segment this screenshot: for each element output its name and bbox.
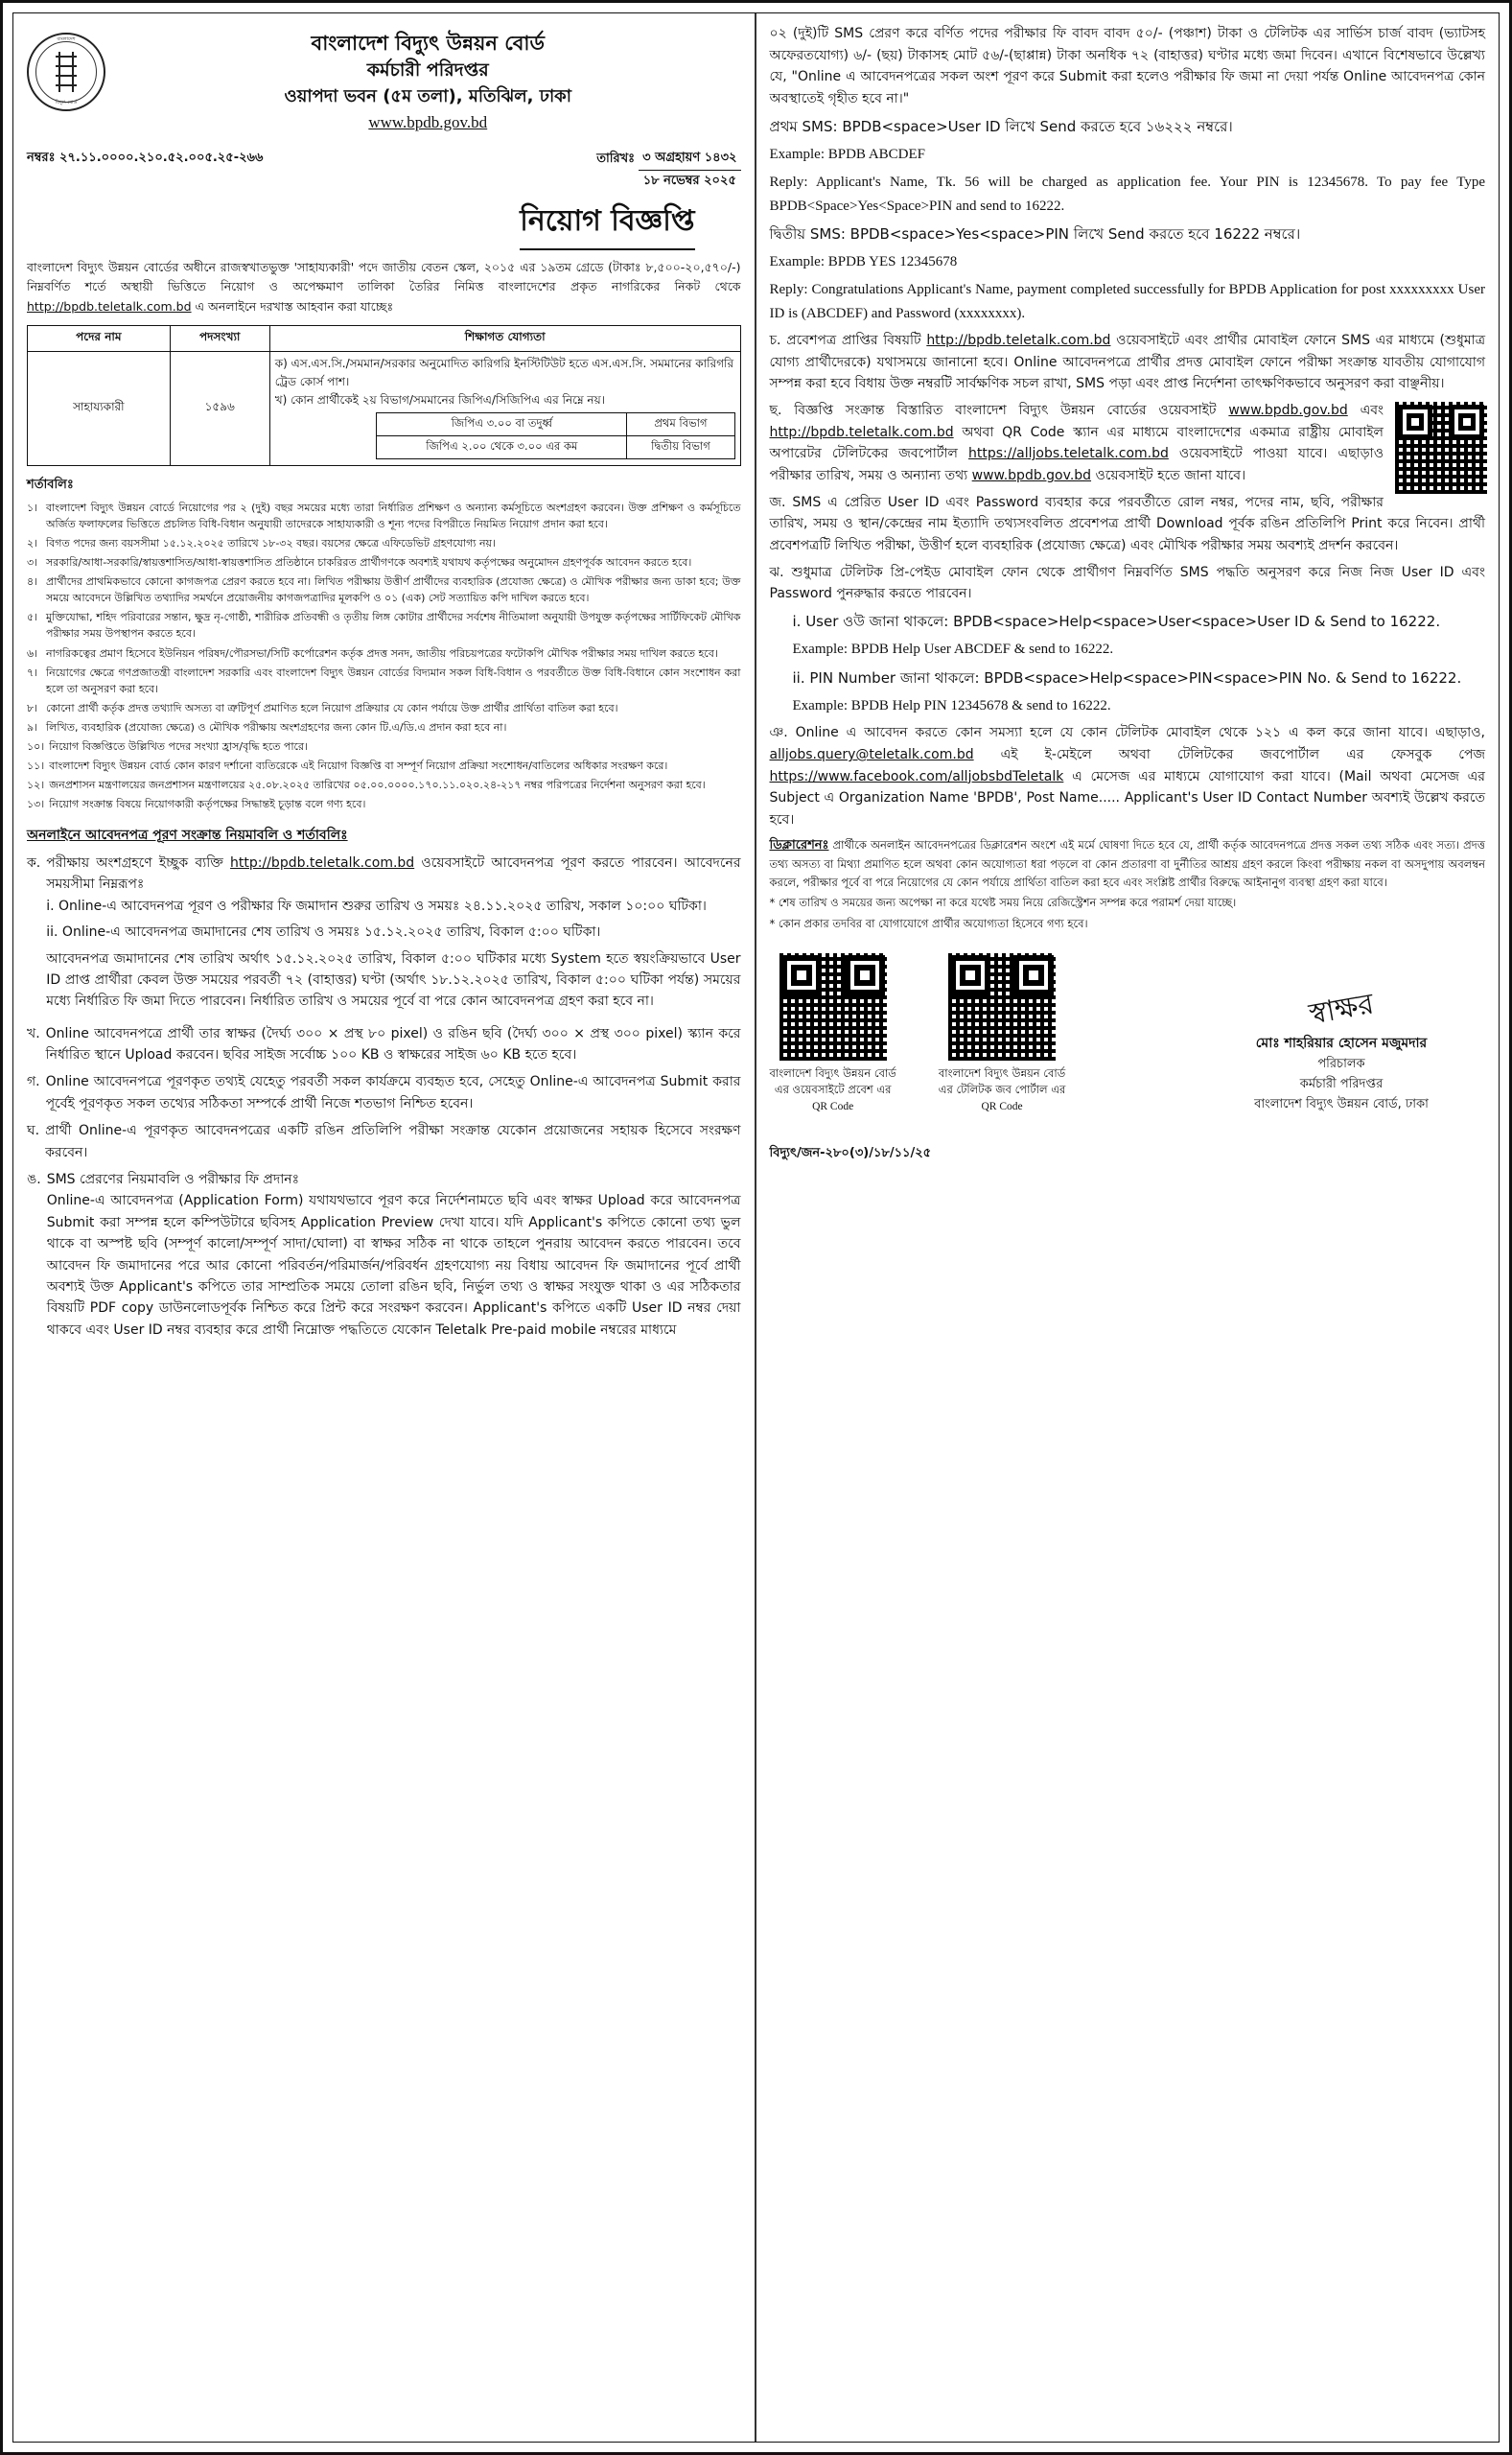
online-section-heading: অনলাইনে আবেদনপত্র পূরণ সংক্রান্ত নিয়মাবলি ও শর্তাবলিঃ [27,827,348,843]
handwritten-signature: স্বাক্ষর [1306,987,1377,1032]
sms-second-reply: Reply: Congratulations Applicant's Name, payment completed successfully for BPDB Application for post xxxxxxxxx User ID is (ABCDEF) and Password (xxxxxxxx). [769,282,1485,321]
step-ka-link[interactable]: http://bpdb.teletalk.com.bd [230,854,415,871]
item-ja-mark: জ. [769,494,786,510]
list-item [27,738,741,755]
step-body-ka [46,853,740,1017]
item-nga [770,722,1486,830]
qr2-caption-line-1: বাংলাদেশ বিদ্যুৎ উন্নয়ন বোর্ড [938,1066,1066,1081]
col-post-count: পদসংখ্যা [170,325,269,351]
step-uma-detail: Online-এ আবেদনপত্র (Application Form) যথাযথভাবে পূরণ করে নির্দেশনামতে ছবি এবং স্বাক্ষর Upload করে আবেদনপত্র Submit করা সম্পন্ন হলে কম্পিউটারে ছবিসহ Application Preview দেখা যাবে। যদি Applicant's কপিতে কোনো তথ্য ভুল থাকে বা অস্পষ্ট ছবি (সম্পূর্ণ কালো/সম্পূর্ণ সাদা/ঘোলা) বা স্বাক্ষর সঠিক না থাকে তাহলে পুনরায় আবেদন করতে পারবেন। তবে আবেদন ফি জমাদানের পরে আর কোনো পরিবর্তন/পরিমার্জন/পরিবর্ধন গ্রহণযোগ্য নয় বিধায় আবেদন ফি জমাদানের পূর্বে প্রার্থী অবশ্যই উক্ত Applicant's কপিতে তার সাম্প্রতিক সময়ে তোলা রঙিন ছবি, নির্ভুল তথ্য ও স্বাক্ষর সংযুক্ত থাকা ও এর সঠিকতার বিষয়টি PDF copy ডাউনলোডপূর্বক নিশ্চিত করে প্রিন্ট করে সংরক্ষণ করবেন। Applicant's কপিতে একটি User ID নম্বর দেয়া থাকবে এবং User ID নম্বর ব্যবহার করে প্রার্থী নিম্নোক্ত পদ্ধতিতে যেকোন Teletalk Pre-paid mobile নম্বরের মাধ্যমে [46,1193,741,1338]
organization-name: বাংলাদেশ বিদ্যুৎ উন্নয়ন বোর্ড [311,32,545,55]
col-post-name: পদের নাম [28,325,171,351]
step-uma-title: SMS প্রেরণের নিয়মাবলি ও পরীক্ষার ফি প্রদানঃ [46,1172,300,1188]
signatory-department: কর্মচারী পরিদপ্তর [1299,1076,1384,1091]
signature-block [1198,986,1485,1115]
date-stack [639,149,740,192]
qr1-caption-line-2: এর ওয়েবসাইটে প্রবেশ এর [774,1083,892,1097]
sms-second-example: Example: BPDB YES 12345678 [769,254,958,270]
step-mark-kha: খ. [27,1025,40,1041]
item-ja-text: SMS এ প্রেরিত User ID এবং Password ব্যবহার করে পরবর্তীতে রোল নম্বর, পদের নাম, ছবি, পরীক্ষার তারিখ, সময় ও স্থান/কেন্দ্রের নাম ইত্যাদি তথ্যসংবলিত প্রবেশপত্র প্রার্থী Download পূর্বক রঙিন প্রতিলিপি Print করে নিবেন। প্রার্থী প্রবেশপত্রটি লিখিত পরীক্ষা, উত্তীর্ণ হলে ব্যবহারিক (প্রযোজ্য ক্ষেত্রে) এবং মৌখিক পরীক্ষার সময় অবশ্যই প্রদর্শন করবেন। [769,494,1485,554]
item-cha [770,330,1486,395]
signatory-name: মোঃ শাহরিয়ার হোসেন মজুমদার [1255,1035,1428,1051]
intro-line-4: এ অনলাইনে দরখাস্ত আহবান করা যাচ্ছেঃ [195,298,394,314]
step-ka-sub-1: i. Online-এ আবেদনপত্র পূরণ ও পরীক্ষার ফি জমাদান শুরুর তারিখ ও সময়ঃ ২৪.১১.২০২৫ তারিখ, সকাল ১০:০০ ঘটিকা। [46,898,707,914]
qualification-a: ক) এস.এস.সি./সমমান/সরকার অনুমোদিত কারিগরি ইনস্টিটিউট হতে এস.এস.সি. সমমানের কারিগরি ট্রেড কোর্স পাশ। [274,356,734,388]
qr2-caption-line-2: এর টেলিটক জব পোর্টাল এর [938,1083,1066,1097]
gpa-range-1: জিপিএ ৩.০০ বা তদুর্ধ্ব [377,413,627,436]
item-jha [770,562,1486,605]
intro-line-1: বাংলাদেশ বিদ্যুৎ উন্নয়ন বোর্ডের অধীনে রাজস্বখাতভুক্ত 'সাহায্যকারী' পদে জাতীয় বেতন স্কেল, ২০১৫ এর ১৯তম গ্রেডে [27,259,604,274]
organization-address: ওয়াপদা ভবন (৫ম তলা), মতিঝিল, ঢাকা [284,85,571,106]
list-item [27,777,741,793]
list-item [27,645,741,662]
sms-second-label: দ্বিতীয় SMS: BPDB<space>Yes<space>PIN লিখে Send করতে হবে 16222 নম্বরে। [769,224,1301,243]
gpa-range-2: জিপিএ ২.০০ থেকে ৩.০০ এর কম [377,436,627,459]
date-label: তারিখঃ [596,151,636,166]
list-item [27,1169,741,1345]
item-chha-link-1[interactable]: www.bpdb.gov.bd [1228,403,1348,419]
step-ka-sub-2: ii. Online-এ আবেদনপত্র জমাদানের শেষ তারিখ ও সময়ঃ ১৫.১২.২০২৫ তারিখ, বিকাল ৫:০০ ঘটিকা। [46,924,601,941]
qr-code-icon[interactable] [1393,400,1489,496]
left-column [13,13,756,2442]
gpa-row [377,413,734,436]
cell-qualification [269,351,740,466]
item-text: জনপ্রশাসন মন্ত্রণালয়ের জনপ্রশাসন মন্ত্রণালয়ের ২৫.০৮.২০২৫ তারিখের ০৫.০০.০০০০.১৭০.১১.০২০.২৪-২১৭ নম্বর পরিপত্রের নির্দেশনা অনুসরণ করা হবে। [49,778,706,791]
item-number: ৯। [27,720,38,734]
declaration-block [770,836,1486,892]
qr1-caption-line-1: বাংলাদেশ বিদ্যুৎ উন্নয়ন বোর্ড [769,1066,896,1081]
list-item [27,535,741,551]
qr-code-jobportal-icon[interactable] [948,953,1056,1061]
date-gregorian: ১৮ নভেম্বর ২০২৫ [642,173,736,188]
item-chha-before: বিজ্ঞপ্তি সংক্রান্ত বিস্তারিত বাংলাদেশ বিদ্যুৎ উন্নয়ন বোর্ডের ওয়েবসাইট [794,403,1217,419]
item-chha-mark: ছ. [769,403,782,419]
col-qualification: শিক্ষাগত যোগ্যতা [269,325,740,351]
step-body-ga: Online আবেদনপত্রে পূরণকৃত তথ্যই যেহেতু পরবর্তী সকল কার্যক্রমে ব্যবহৃত হবে, সেহেতু Online-এ আবেদনপত্র Submit করার পূর্বেই পূরণকৃত সকল তথ্যের সঠিকতা সম্পর্কে প্রার্থী নিজে শতভাগ নিশ্চিত হবেন। [45,1074,741,1111]
declaration-heading: ডিক্লারেশনঃ [769,837,829,853]
post-table [27,325,741,467]
page-title: নিয়োগ বিজ্ঞপ্তি [520,198,694,250]
item-number: ৬। [27,646,38,660]
item-number: ১০। [27,739,45,753]
list-item [27,853,741,1017]
item-text: কোনো প্রার্থী কর্তৃক প্রদত্ত তথ্যাদি অসত্য বা ত্রুটিপূর্ণ প্রমাণিত হলে নিয়োগ প্রক্রিয়ার যে কোন পর্যায়ে উক্ত প্রার্থীর প্রার্থিতা বাতিল করা হবে। [46,701,618,714]
signatory-role: পরিচালক [1317,1056,1365,1071]
step-uma-detail-wrap [47,1190,741,1341]
division-1: প্রথম বিভাগ [627,413,734,436]
item-cha-before: প্রবেশপত্র প্রাপ্তির বিষয়টি [786,333,921,349]
step-ka-sub-3: আবেদনপত্র জমাদানের শেষ তারিখ অর্থাৎ ১৫.১২.২০২৫ তারিখ, বিকাল ৫:০০ ঘটিকার মধ্যে System হতে স্বয়ংক্রিয়ভাবে User ID প্রাপ্ত প্রার্থীরা কেবল উক্ত সময়ের পরবর্তী ৭২ (বাহাত্তর) ঘণ্টা (অর্থাৎ ১৮.১২.২০২৫ তারিখ, বিকাল ৫:০০ ঘটিকা পর্যন্ত) সময়ের মধ্যে নির্ধারিত ফি জমা দিতে পারবেন। নির্ধারিত তারিখ ও সময়ের পূর্বে বা পরে কোন আবেদনপত্র গ্রহণ করা হবে না। [46,950,741,1010]
qr-code-website-icon[interactable] [779,953,887,1061]
item-ja [770,492,1486,557]
declaration-note-2: * কোন প্রকার তদবির বা যোগাযোগে প্রার্থীর অযোগ্যতা হিসেবে গণ্য হবে। [769,916,1088,930]
list-item [27,1120,741,1163]
step-ka-text-before: পরীক্ষায় অংশগ্রহণে ইচ্ছুক ব্যক্তি [46,854,223,871]
item-chha-mid-3: ওয়েবসাইটে পাওয়া যাবে। এছাড়াও পরীক্ষার তারিখ, সময় ও অন্যান্য তথ্য [769,446,1384,484]
item-number: ১১। [27,759,45,772]
item-chha-link-2[interactable]: http://bpdb.teletalk.com.bd [769,424,954,440]
step-mark-ka: ক. [27,854,41,871]
item-jha-sub-i: i. User ওউ জানা থাকলে: BPDB<space>Help<space>User<space>User ID & Send to 16222. [792,613,1441,631]
item-text: বাংলাদেশ বিদ্যুৎ উন্নয়ন বোর্ডে নিয়োগের পর ২ (দুই) বছর সময়ের মধ্যে তারা নির্ধারিত প্রশিক্ষণ ও অন্যান্য কর্মসূচিতে অংশগ্রহণ করবেন। উক্ত প্রশিক্ষণ ও কর্মসূচিতে অর্জিত ফলাফলের ভিত্তিতে প্রচলিত বিধি-বিধান অনুযায়ী তাদেরকে সাহায্যকারী ও শূন্য পদের বিপরীতে নিয়মিত নিয়োগ প্রদান করা হবে। [46,502,741,531]
item-jha-sub-i-example: Example: BPDB Help User ABCDEF & send to 16222. [792,642,1114,658]
intro-paragraph [27,258,741,317]
intro-apply-link[interactable]: http://bpdb.teletalk.com.bd [27,298,192,314]
item-number: ৪। [27,575,38,589]
memo-number: নম্বরঃ ২৭.১১.০০০০.২১০.৫২.০০৫.২৫-২৬৬ [27,150,264,165]
memo-date-block [596,149,740,192]
item-nga-email-link[interactable]: alljobs.query@teletalk.com.bd [769,746,974,762]
qr1-caption-line-3: QR Code [812,1100,854,1112]
step-mark-uma: ঙ. [27,1172,41,1188]
item-nga-facebook-link[interactable]: https://www.facebook.com/alljobsbdTeletalk [769,768,1064,784]
item-text: নিয়োগ বিজ্ঞপ্তিতে উল্লিখিত পদের সংখ্যা হ্রাস/বৃদ্ধি হতে পারে। [49,739,308,753]
item-chha [770,400,1486,487]
item-nga-mid-1: এই ই-মেইলে অথবা টেলিটকের জবপোর্টাল এর ফেসবুক পেজ [1000,746,1485,762]
item-text: নিয়োগ সংক্রান্ত বিষয়ে নিয়োগকারী কর্তৃপক্ষের সিদ্ধান্তই চূড়ান্ত বলে গণ্য হবে। [49,797,366,810]
step-mark-ga: গ. [27,1074,40,1090]
item-number: ৫। [27,611,38,624]
item-text: নিয়োগের ক্ষেত্রে গণপ্রজাতন্ত্রী বাংলাদেশ সরকারি এবং বাংলাদেশ বিদ্যুৎ উন্নয়ন বোর্ডের বিদ্যমান সকল বিধি-বিধান ও পরবর্তীতে উক্ত বিধি-বিধানে কোন সংশোধন করা হলে তা অনুসরণ করা হবে। [46,666,741,695]
item-chha-mid-4: ওয়েবসাইট হতে জানা যাবে। [1095,468,1246,484]
step-ka-text-after: ওয়েবসাইটে আবেদনপত্র পূরণ করতে পারবেন। আবেদনের সময়সীমা নিম্নরূপঃ [46,854,741,893]
item-number: ৮। [27,701,38,714]
list-item [27,573,741,606]
qr-code-pair [770,953,1066,1115]
item-chha-link-3[interactable]: https://alljobs.teletalk.com.bd [968,446,1169,462]
list-item [27,609,741,642]
item-text: লিখিত, ব্যবহারিক (প্রযোজ্য ক্ষেত্রে) ও মৌখিক পরীক্ষায় অংশগ্রহণের জন্য কোন টি.এ/ডি.এ প্রদান করা হবে না। [46,720,507,734]
organization-website-link[interactable]: www.bpdb.gov.bd [368,113,488,132]
item-nga-mark: ঞ. [769,725,788,741]
item-chha-mid-2: অথবা QR Code স্ক্যান এর মাধ্যমে বাংলাদেশের একমাত্র রাষ্ট্রীয় মোবাইল অপারেটর টেলিটকের জবপোর্টাল [769,424,1384,462]
item-number: ৩। [27,556,38,570]
item-cha-mark: চ. [769,333,781,349]
item-text: বাংলাদেশ বিদ্যুৎ উন্নয়ন বোর্ড কোন কারণ দর্শানো ব্যতিরেকে এই নিয়োগ বিজ্ঞপ্তি বা সম্পূর্ণ নিয়োগ প্রক্রিয়া সংশোধন/বাতিলের অধিকার সংরক্ষণ করে। [49,759,668,772]
item-jha-sub-ii: ii. PIN Number জানা থাকলে: BPDB<space>Help<space>PIN<space>PIN No. & Send to 16222. [792,668,1462,687]
qr-website-caption [770,1065,896,1115]
organization-department: কর্মচারী পরিদপ্তর [366,59,489,82]
list-item [27,700,741,716]
item-text: বিগত পদের জন্য বয়সসীমা ১৫.১২.২০২৫ তারিখে ১৮-৩২ বছর। বয়সের ক্ষেত্রে এফিডেভিট গ্রহণযোগ্য নয়। [46,537,496,550]
intro-line-2: (টাকাঃ ৮,৫০০-২০,৫৭০/-) নিম্নবর্ণিত শর্তে অস্থায়ী ভিত্তিতে নিয়োগ ও অপেক্ষমাণ তালিকা তৈরির নিমিত্ত বাংলাদেশের প্রকৃত [27,259,741,294]
step-body-gha: প্রার্থী Online-এ পূরণকৃত আবেদনপত্রের একটি রঙিন প্রতিলিপি পরীক্ষা সংক্রান্ত যেকোন প্রয়োজনের সহায়ক হিসেবে সংরক্ষণ করবেন। [45,1123,741,1160]
step-body-uma [47,1169,741,1345]
signatory-organization: বাংলাদেশ বিদ্যুৎ উন্নয়ন বোর্ড, ঢাকা [1254,1096,1429,1111]
intro-line-3: নাগরিকের নিকট থেকে [611,279,741,294]
list-item [27,1071,741,1114]
table-header-row [28,325,741,351]
gpa-division-table [376,412,734,459]
item-cha-after: ওয়েবসাইটে এবং প্রার্থীর মোবাইল ফোনে SMS এর মাধ্যমে (শুধুমাত্র যোগ্য প্রার্থীদেরকে) যথাসময়ে জানানো হবে। Online আবেদনপত্রে প্রার্থীর প্রদত্ত মোবাইল ফোনে পরীক্ষা সংক্রান্ত যাবতীয় যোগাযোগ সম্পন্ন করা হবে বিধায় উক্ত নম্বরটি সার্বক্ষণিক সচল রাখা, SMS পড়া এবং প্রাপ্ত নির্দেশনা তাৎক্ষণিকভাবে অনুসরণ করা বাঞ্ছনীয়। [769,333,1485,392]
qr-block-website [770,953,896,1115]
cell-post-count: ১৫৯৬ [170,351,269,466]
item-jha-sub-ii-example: Example: BPDB Help PIN 12345678 & send to 16222. [792,698,1111,714]
item-nga-before: Online এ আবেদন করতে কোন সমস্যা হলে যে কোন টেলিটক মোবাইল থেকে ১২১ এ কল করে জানা যাবে। এছাড়াও, [795,725,1486,741]
item-number: ১৩। [27,797,45,810]
qualification-b: খ) কোন প্রার্থীকেই ২য় বিভাগ/সমমানের জিপিএ/সিজিপিএ এর নিম্নে নয়। [274,392,605,407]
item-number: ১২। [27,778,45,791]
list-item [27,719,741,736]
item-number: ২। [27,537,38,550]
item-text: প্রার্থীদের প্রাথমিকভাবে কোনো কাগজপত্র প্রেরণ করতে হবে না। লিখিত পরীক্ষায় উত্তীর্ণ প্রার্থীদের ব্যবহারিক (প্রযোজ্য ক্ষেত্রে) ও মৌখিক পরীক্ষার জন্য ডাকা হবে; উক্ত সময়ে আবেদনে উল্লিখিত তথ্যাদির সমর্থনে প্রয়োজনীয় কাগজপত্রাদির মূলকপি ও ০১ (এক) সেট সত্যায়িত কপি দাখিল করতে হবে। [46,575,741,605]
list-item [27,1023,741,1066]
item-jha-text: শুধুমাত্র টেলিটক প্রি-পেইড মোবাইল ফোন থেকে প্রার্থীগণ নিম্নবর্ণিত SMS পদ্ধতি অনুসরণ করে নিজ নিজ User ID এবং Password পুনরুদ্ধার করতে পারবেন। [769,564,1485,602]
sms-first-reply: Reply: Applicant's Name, Tk. 56 will be charged as application fee. Your PIN is 12345678. To pay fee Type BPDB<Space>Yes<Space>PIN and send to 16222. [769,175,1485,214]
page-inner-border [12,12,1500,2443]
gpa-row [377,436,734,459]
document-footer [770,953,1486,1115]
table-row [28,351,741,466]
date-bengali: ৩ অগ্রহায়ণ ১৪৩২ [639,149,740,171]
header-text-block [115,29,741,135]
reference-number: বিদ্যুৎ/জন-২৮০(৩)/১৮/১১/২৫ [769,1145,932,1160]
item-number: ১। [27,502,38,515]
memo-meta-row [27,149,741,192]
item-number: ৭। [27,666,38,679]
item-text: মুক্তিযোদ্ধা, শহিদ পরিবারের সন্তান, ক্ষুদ্র নৃ-গোষ্ঠী, শারীরিক প্রতিবন্ধী ও তৃতীয় লিঙ্গ কোটার প্রার্থীদের সর্বশেষ নীতিমালা অনুযায়ী উপযুক্ত কর্তৃপক্ষের সার্টিফিকেট মৌখিক পরীক্ষার সময় উপস্থাপন করতে হবে। [46,611,741,641]
list-item [27,554,741,571]
item-cha-link[interactable]: http://bpdb.teletalk.com.bd [926,333,1111,349]
step-ka-sublist [46,896,740,1013]
sms-first-example: Example: BPDB ABCDEF [769,146,926,162]
declaration-text: প্রার্থীকে অনলাইন আবেদনপত্রের ডিক্লারেশন অংশে এই মর্মে ঘোষণা দিতে হবে যে, প্রার্থী কর্তৃক আবেদনপত্রে প্রদত্ত সকল তথ্য সঠিক এবং সত্য। প্রদত্ত তথ্য অসত্য বা মিথ্যা প্রমাণিত হলে অথবা কোন অযোগ্যতা ধরা পড়লে বা কোন প্রতারণা বা দুর্নীতির আশ্রয় গ্রহণ করলে কিংবা পরীক্ষায় নকল বা অসদুপায় অবলম্বন করলে, পরীক্ষার পূর্বে বা পরে নিয়োগের যে কোন পর্যায়ে প্রার্থিতা বাতিল করা হবে এবং সংশ্লিষ্ট প্রার্থীর বিরুদ্ধে আইনানুগ ব্যবস্থা গ্রহণ করা যাবে। [769,837,1486,889]
conditions-heading: শর্তাবলিঃ [27,478,74,493]
document-header [27,29,741,135]
list-item [27,758,741,774]
inline-qr-wrap [1393,400,1485,496]
list-item [27,500,741,532]
cell-post-name: সাহায্যকারী [28,351,171,466]
item-text: সরকারি/আধা-সরকারি/স্বায়ত্তশাসিত/আধা-স্বায়ত্তশাসিত প্রতিষ্ঠানে চাকরিরত প্রার্থীগণকে অবশ্যই যথাযথ কর্তৃপক্ষের অনুমোদন গ্রহণপূর্বক আবেদন করতে হবে। [46,556,692,570]
item-text: নাগরিকত্বের প্রমাণ হিসেবে ইউনিয়ন পরিষদ/পৌরসভা/সিটি কর্পোরেশন কর্তৃক প্রদত্ত সনদ, জাতীয় পরিচয়পত্রের ফটোকপি মৌখিক পরীক্ষার সময় দাখিল করতে হবে। [46,646,718,660]
division-2: দ্বিতীয় বিভাগ [627,436,734,459]
sms-first-label: প্রথম SMS: BPDB<space>User ID লিখে Send করতে হবে ১৬২২২ নম্বরে। [769,117,1233,135]
declaration-note-1: * শেষ তারিখ ও সময়ের জন্য অপেক্ষা না করে যথেষ্ট সময় নিয়ে রেজিস্ট্রেশন সম্পন্ন করে পরামর্শ দেয়া যাচ্ছে। [769,896,1237,910]
qr-block-jobportal [939,953,1066,1115]
logo-ring-text: বাংলাদেশ বিদ্যুৎ বোর্ড [55,36,78,105]
list-item [27,796,741,812]
right-column [756,13,1500,2442]
item-nga-mid-2: এ মেসেজ এর মাধ্যমে যোগাযোগ করা যাবে। (Mail অথবা মেসেজ এর Subject এ Organization Name 'BPDB', Post Name..... Applicant's User ID Contact Number অবশ্যই উল্লেখ করতে হবে। [769,768,1486,828]
bpdb-logo-icon [27,33,105,111]
step-body-kha: Online আবেদনপত্রে প্রার্থী তার স্বাক্ষর (দৈর্ঘ্য ৩০০ × প্রস্থ ৮০ pixel) ও রঙিন ছবি (দৈর্ঘ্য ৩০০ × প্রস্থ ৩০০ pixel) স্ক্যান করে নির্ধারিত স্থানে Upload করবেন। ছবির সাইজ সর্বোচ্চ ১০০ KB ও স্বাক্ষরের সাইজ ৬০ KB হতে হবে। [45,1025,741,1064]
qr-jobportal-caption [939,1065,1066,1115]
online-steps-list [27,853,741,1345]
step-mark-gha: ঘ. [27,1123,40,1139]
conditions-list [27,500,741,812]
fee-paragraph: ০২ (দুই)টি SMS প্রেরণ করে বর্ণিত পদের পরীক্ষার ফি বাবদ বাবদ ৫০/- (পঞ্চাশ) টাকা ও টেলিটক এর সার্ভিস চার্জ বাবদ (ভ্যাটসহ অফেরতযোগ্য) ৬/- (ছয়) টাকাসহ মোট ৫৬/-(ছাপ্পান্ন) টাকা অনধিক ৭২ (বাহাত্তর) ঘণ্টার মধ্যে জমা দিবেন। এখানে বিশেষভাবে উল্লেখ্য যে, "Online এ আবেদনপত্রের সকল অংশ পূরণ করে Submit করা হলেও পরীক্ষার ফি জমা না দেয়া পর্যন্ত Online আবেদনপত্র কোন অবস্থাতেই গৃহীত হবে না।" [769,26,1485,107]
list-item [27,665,741,697]
item-chha-mid-1: এবং [1360,403,1384,419]
item-chha-link-4[interactable]: www.bpdb.gov.bd [971,468,1092,484]
item-jha-mark: ঝ. [769,564,784,580]
qr2-caption-line-3: QR Code [981,1100,1023,1112]
title-row [27,198,741,250]
